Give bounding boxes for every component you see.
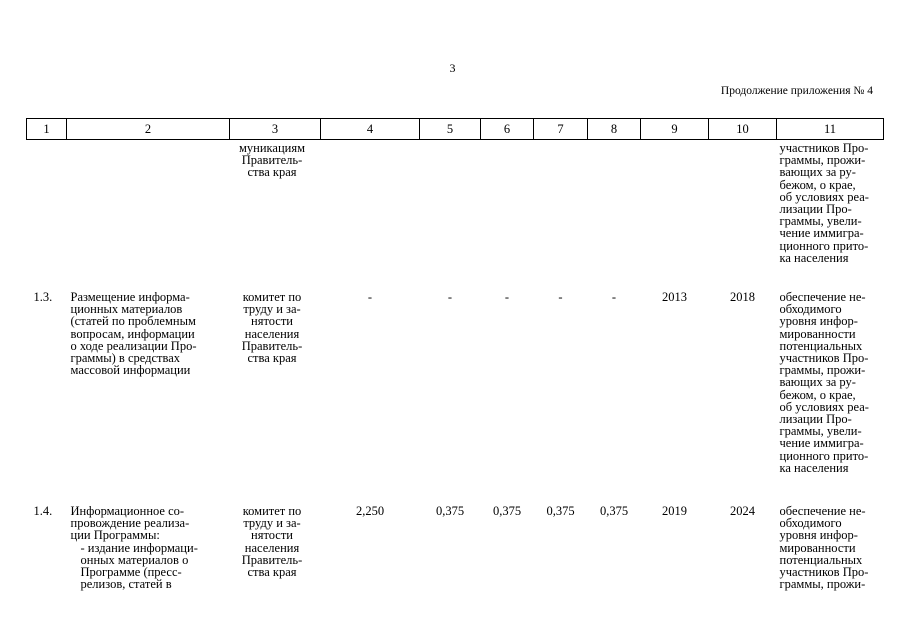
item-number [27, 140, 67, 288]
start-year [641, 501, 709, 615]
expected-result-text: обеспечение не- обходимого уровня инфор- мированности потенциальных участников Про- граммы, прожи- [779, 504, 869, 592]
executor-text: комитет по труду и за- нятости населения Правитель- ства края [241, 290, 303, 366]
program-table [26, 118, 884, 615]
page-number: 3 [449, 61, 456, 75]
executor-text: комитет по труду и за- нятости населения Правитель- ства края [241, 504, 303, 580]
funding-col7 [534, 140, 588, 288]
end-year-text: 2018 [730, 290, 755, 304]
header-row [27, 119, 884, 140]
executor [230, 287, 321, 501]
table-row [27, 140, 884, 288]
funding-col6 [481, 287, 534, 501]
funding-col8-text: - [611, 290, 617, 304]
funding-col5-text: 0,375 [435, 504, 465, 518]
start-year-text: 2019 [662, 504, 687, 518]
column-header-11: 11 [777, 119, 884, 140]
funding-col6 [481, 140, 534, 288]
column-header-1: 1 [27, 119, 67, 140]
item-name [67, 140, 230, 288]
item-number-text: 1.3. [33, 290, 53, 304]
funding-col8 [588, 140, 641, 288]
end-year-text: 2024 [730, 504, 755, 518]
expected-result [777, 287, 884, 501]
item-name [67, 287, 230, 501]
expected-result [777, 501, 884, 615]
funding-total-text: 2,250 [355, 504, 385, 518]
funding-col5 [420, 287, 481, 501]
executor-text: муникациям Правитель- ства края [238, 141, 305, 180]
start-year [641, 287, 709, 501]
item-name-text: Информационное со- провождение реализа- ции Программы: [70, 504, 190, 543]
column-header-4: 4 [321, 119, 420, 140]
funding-col8 [588, 501, 641, 615]
item-name-text: Размещение информа- ционных материалов (статей по проблемным вопросам, информации о ходе реализации Про- граммы) в средствах массовой информации [70, 290, 197, 378]
expected-result-text: обеспечение не- обходимого уровня инфор- мированности потенциальных участников Про- граммы, прожи- вающих за ру- бежом, о крае, об условиях реа- лизации Про- граммы, увели- чение иммигра- ционного прито- ка населения [779, 290, 869, 475]
funding-col7 [534, 501, 588, 615]
expected-result-text: участников Про- граммы, прожи- вающих за ру- бежом, о крае, об условиях реа- лизации Про- граммы, увели- чение иммигра- ционного прито- ка населения [779, 141, 869, 265]
column-header-6: 6 [481, 119, 534, 140]
funding-col8-text: 0,375 [599, 504, 629, 518]
funding-col6-text: - [504, 290, 510, 304]
table-row [27, 501, 884, 615]
executor [230, 501, 321, 615]
funding-col7-text: - [558, 290, 563, 304]
start-year [641, 140, 709, 288]
funding-col5-text: - [447, 290, 453, 304]
funding-col7-text: 0,375 [546, 504, 575, 518]
start-year-text: 2013 [662, 290, 687, 304]
item-number [27, 501, 67, 615]
expected-result [777, 140, 884, 288]
column-header-2: 2 [67, 119, 230, 140]
item-subitem-text: - издание информаци- онных материалов о Программе (пресс- релизов, статей в [80, 540, 198, 592]
item-number [27, 287, 67, 501]
column-header-7: 7 [534, 119, 588, 140]
funding-total [321, 287, 420, 501]
column-header-10: 10 [709, 119, 777, 140]
funding-total-text: - [367, 290, 373, 304]
end-year [709, 140, 777, 288]
end-year [709, 287, 777, 501]
column-header-3: 3 [230, 119, 321, 140]
executor [230, 140, 321, 288]
continuation-label: Продолжение приложения № 4 [720, 85, 873, 97]
column-header-5: 5 [420, 119, 481, 140]
funding-col7 [534, 287, 588, 501]
funding-col5 [420, 140, 481, 288]
funding-col8 [588, 287, 641, 501]
funding-col5 [420, 501, 481, 615]
item-number-text: 1.4. [33, 504, 53, 518]
funding-col6 [481, 501, 534, 615]
column-header-9: 9 [641, 119, 709, 140]
column-header-8: 8 [588, 119, 641, 140]
funding-total [321, 140, 420, 288]
end-year [709, 501, 777, 615]
table-row [27, 287, 884, 501]
funding-total [321, 501, 420, 615]
funding-col6-text: 0,375 [492, 504, 522, 518]
item-name [67, 501, 230, 615]
